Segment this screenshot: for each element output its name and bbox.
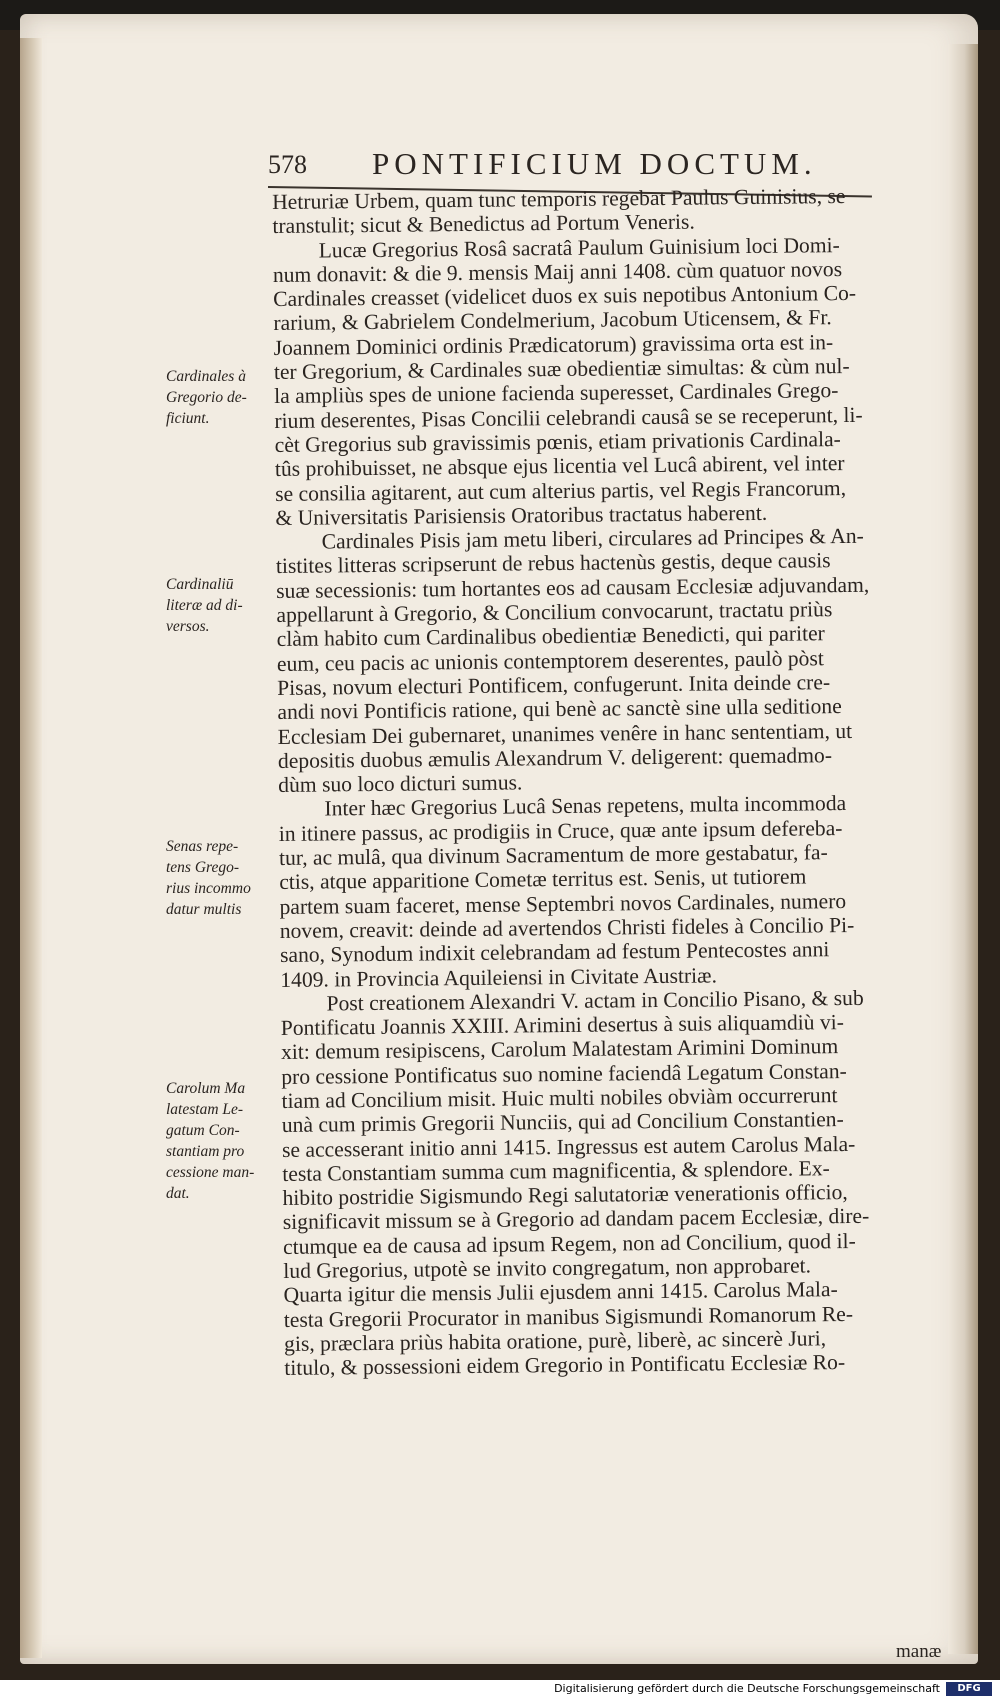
text-line: titulo, & possessioni eidem Gregorio in Pontificatu Ecclesiæ Ro- — [284, 1350, 846, 1381]
text-line: andi novi Pontificis ratione, qui benè ac sanctè sine ulla seditione — [277, 694, 842, 725]
text-line: suæ secessionis: tum hortantes eos ad causam Ecclesiæ adjuvandam, — [276, 572, 870, 603]
footer-credit: Digitalisierung gefördert durch die Deutsche Forschungsgemeinschaft — [554, 1682, 940, 1695]
text-line: clàm habito cum Cardinalibus obedientiæ Benedicti, qui pariter — [276, 621, 825, 652]
margin-note-carolum — [166, 1078, 278, 1204]
page-header — [268, 146, 878, 186]
text-line: & Universitatis Parisiensis Oratoribus tractatus haberent. — [275, 500, 768, 530]
catchword: manæ — [896, 1641, 942, 1662]
text-line: la ampliùs spes de unione facienda superesset, Cardinales Grego- — [274, 378, 839, 409]
text-line: eum, ceu pacis ac unionis contemptorem deserentes, paulò pòst — [276, 645, 824, 676]
margin-note-line: Cardinales à — [166, 368, 246, 385]
text-line: ctis, atque apparitione Cometæ territus est. Senis, ut tutiorem — [279, 864, 807, 895]
margin-note-line: Carolum Ma — [166, 1080, 246, 1097]
margin-note-line: Cardinaliū — [166, 576, 234, 593]
text-line: partem suam faceret, mense Septembri novos Cardinales, numero — [279, 888, 847, 919]
page-number: 578 — [268, 150, 307, 179]
main-text — [272, 183, 944, 1380]
text-line: Cardinales creasset (videlicet duos ex suis nepotibus Antonium Co- — [273, 281, 857, 312]
text-line: tiam ad Concilium misit. Huic multi nobiles obviàm occurrerunt — [281, 1083, 838, 1113]
margin-note-senas — [166, 836, 278, 920]
text-line: in itinere passus, ac prodigiis in Cruce, quæ ante ipsum deferеba- — [278, 815, 843, 846]
footer-bar — [0, 1680, 1000, 1699]
margin-note-line: ficiunt. — [166, 410, 210, 427]
text-line: Pisas, novum electuri Pontificem, confugerunt. Inita deinde cre- — [277, 670, 831, 700]
margin-note-line: datur multis — [166, 901, 242, 918]
text-line: rium deserentes, Pisas Concilii celebrandi causâ se se receperunt, li- — [274, 402, 863, 433]
margin-note-line: dat. — [166, 1185, 190, 1202]
margin-note-literae — [166, 574, 278, 637]
text-line: se accesserant initio anni 1415. Ingressus est autem Carolus Mala- — [281, 1131, 856, 1162]
text-line: Joannem Dominici ordinis Prædicatorum) gravissima orta est in- — [273, 329, 834, 360]
text-line: sano, Synodum indixit celebrandam ad festum Pentecostes anni — [279, 937, 830, 968]
margin-note-line: versos. — [166, 618, 210, 635]
text-line: Lucæ Gregorius Rosâ sacratâ Paulum Guinisium loci Domi- — [318, 232, 840, 263]
text-line: significavit missum se à Gregorio ad dandam pacem Ecclesiæ, dire- — [282, 1204, 870, 1235]
page-fore-edge — [948, 44, 978, 1654]
text-line: gis, præclara priùs habita oratione, purè, liberè, ac sincerè Juri, — [283, 1326, 827, 1356]
text-line: Ecclesiam Dei gubernaret, unanimes venêre in hanc sententiam, ut — [277, 718, 853, 749]
text-line: dùm suo loco dicturi sumus. — [278, 770, 523, 798]
text-line: num donavit: & die 9. mensis Maij anni 1408. cùm quatuor novos — [272, 256, 843, 287]
margin-note-line: tens Grego- — [166, 859, 240, 876]
margin-note-line: rius incommo — [166, 880, 251, 897]
text-line: transtulit; sicut & Benedictus ad Portum Veneris. — [272, 209, 695, 239]
running-title: PONTIFICIUM DOCTUM. — [372, 146, 817, 181]
dfg-logo-icon: DFG — [946, 1682, 992, 1696]
text-line: Post creationem Alexandri V. actam in Concilio Pisano, & sub — [326, 985, 864, 1016]
text-line: novem, creavit: deinde ad avertendos Christi fideles à Concilio Pi- — [279, 912, 855, 943]
text-line: ter Gregorium, & Cardinales suæ obedientiæ simultas: & cùm nul- — [273, 354, 850, 385]
margin-note-cardinales — [166, 366, 278, 429]
margin-note-line: Gregorio de- — [166, 389, 247, 406]
text-line: rarium, & Gabrielem Condelmerium, Jacobum Uticensem, & Fr. — [273, 305, 832, 336]
margin-note-line: literæ ad di- — [166, 597, 243, 614]
text-line: depositis duobus æmulis Alexandrum V. deligerent: quemadmo- — [277, 742, 833, 773]
text-line: unà cum primis Gregorii Nunciis, qui ad Concilium Constantien- — [281, 1107, 844, 1138]
text-line: Pontificatu Joannis XXIII. Arimini desertus à suis aliquamdiù vi- — [280, 1010, 845, 1041]
text-line: xit: demum resipiscens, Carolum Malatestam Arimini Dominum — [280, 1034, 839, 1065]
text-line: ctumque ea de causa ad ipsum Regem, non ad Concilium, quod il- — [282, 1228, 856, 1259]
margin-note-line: cessione man- — [166, 1164, 255, 1181]
text-line: tur, ac mulâ, qua divinum Sacramentum de more gestabatur, fa- — [278, 840, 828, 870]
margin-note-line: gatum Con- — [166, 1122, 240, 1139]
margin-note-line: stantiam pro — [166, 1143, 245, 1160]
text-line: testa Gregorii Procurator in manibus Sigismundi Romanorum Re- — [283, 1301, 854, 1332]
text-line: tistites litteras scripserunt de rebus hactenùs gestis, deque causis — [275, 548, 831, 579]
text-line: testa Constantiam summa cum magnificentia, & splendore. Ex- — [282, 1156, 830, 1186]
text-line: tûs prohibuisset, ne absque ejus licentia vel Lucâ abirent, vel inter — [274, 451, 845, 482]
text-line: appellarunt à Gregorio, & Concilium convocarunt, tractatu priùs — [276, 597, 833, 628]
margin-note-line: latestam Le- — [166, 1101, 244, 1118]
margin-note-line: Senas repe- — [166, 838, 239, 855]
text-line: pro cessione Pontificatus suo nomine faciendâ Legatum Constan- — [281, 1058, 847, 1089]
text-line: Cardinales Pisis jam metu liberi, circulares ad Principes & An- — [321, 523, 864, 554]
text-line: 1409. in Provincia Aquileiensi in Civitate Austriæ. — [280, 962, 718, 992]
text-line: Quarta igitur die mensis Julii ejusdem anni 1415. Carolus Mala- — [283, 1277, 838, 1308]
text-line: Inter hæc Gregorius Lucâ Senas repetens, multa incommoda — [324, 791, 847, 821]
text-line: lud Gregorius, utpotè se invito congregatum, non approbaret. — [283, 1253, 812, 1284]
text-line: hibito postridie Sigismundo Regi salutatoriæ venerationis officio, — [282, 1180, 848, 1211]
text-line: cèt Gregorius sub gravissimis pœnis, etiam privationis Cardinala- — [274, 427, 841, 457]
text-line: Hetruriæ Urbem, quam tunc temporis regebat Paulus Guinisius, se — [272, 183, 846, 214]
page-gutter — [20, 38, 42, 1658]
text-line: se consilia agitarent, aut cum alterius partis, vel Regis Francorum, — [275, 475, 847, 506]
